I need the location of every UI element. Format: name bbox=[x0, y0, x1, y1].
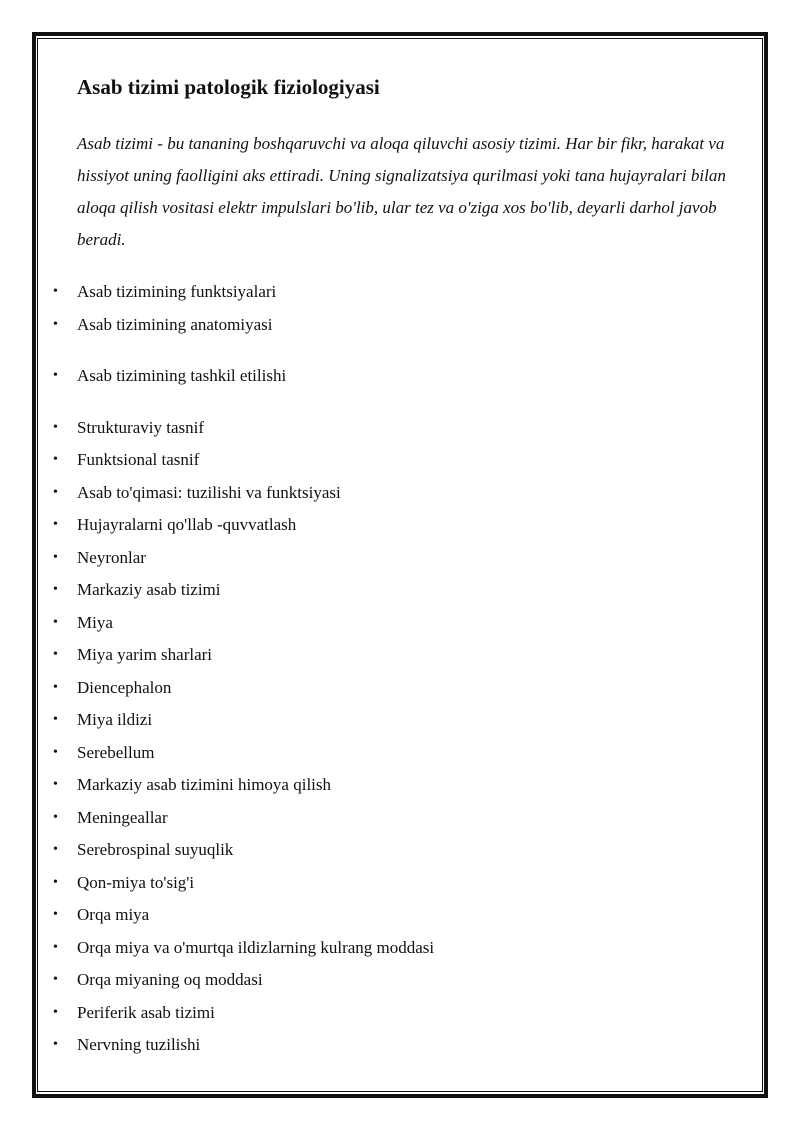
bullet-icon: • bbox=[53, 939, 58, 955]
bullet-icon: • bbox=[53, 316, 58, 332]
list-item: • Asab tizimining funktsiyalari bbox=[0, 276, 760, 309]
list-item: • Orqa miya bbox=[0, 899, 760, 932]
document-title: Asab tizimi patologik fiziologiyasi bbox=[77, 75, 380, 99]
bullet-icon: • bbox=[53, 842, 58, 857]
list-item: • Miya ildizi bbox=[0, 704, 760, 737]
list-item: • Qon-miya to'sig'i bbox=[0, 867, 760, 900]
bullet-icon: • bbox=[53, 712, 58, 727]
bullet-icon: • bbox=[53, 452, 58, 467]
list-item: • Serebrospinal suyuqlik bbox=[0, 834, 760, 867]
list-item: • Serebellum bbox=[0, 737, 760, 770]
intro-paragraph: Asab tizimi - bu tananing boshqaruvchi va aloqa qiluvchi asosiy tizimi. Har bir fikr, harakat va hissiyot uning faolligini aks ettiradi. Uning signalizatsiya qurilmasi yoki tana hujayralari bilan aloqa qilish vositasi elektr impulslari bo'lib, ular tez va o'ziga xos bo'lib, deyarli darhol javob beradi. bbox=[77, 134, 726, 249]
bullet-icon: • bbox=[53, 1037, 58, 1052]
list-item: • Orqa miya va o'murtqa ildizlarning kulrang moddasi bbox=[0, 932, 760, 965]
bullet-icon: • bbox=[53, 368, 58, 383]
list-item: • Meningeallar bbox=[0, 802, 760, 835]
list-item: • Hujayralarni qo'llab -quvvatlash bbox=[0, 509, 760, 542]
list-item: • Neyronlar bbox=[0, 542, 760, 575]
bullet-icon: • bbox=[53, 484, 58, 500]
bullet-icon: • bbox=[53, 284, 58, 299]
bullet-icon: • bbox=[53, 419, 58, 435]
bullet-icon: • bbox=[53, 679, 58, 695]
list-item: • Orqa miyaning oq moddasi bbox=[0, 964, 760, 997]
bullet-icon: • bbox=[53, 972, 58, 987]
list-item: • Strukturaviy tasnif bbox=[0, 412, 760, 445]
list-item: • Miya yarim sharlari bbox=[0, 639, 760, 672]
bullet-icon: • bbox=[53, 874, 58, 890]
list-item: • Markaziy asab tizimi bbox=[0, 574, 760, 607]
bullet-icon: • bbox=[53, 777, 58, 792]
bullet-icon: • bbox=[53, 517, 58, 532]
bullet-icon: • bbox=[53, 549, 58, 565]
list-item: • Asab tizimining anatomiyasi bbox=[0, 309, 760, 342]
list-item: • Periferik asab tizimi bbox=[0, 997, 760, 1030]
list-item: • Asab to'qimasi: tuzilishi va funktsiyasi bbox=[0, 477, 760, 510]
list-item: • Funktsional tasnif bbox=[0, 444, 760, 477]
bullet-icon: • bbox=[53, 582, 58, 597]
bullet-icon: • bbox=[53, 744, 58, 760]
list-item: • Nervning tuzilishi bbox=[0, 1029, 760, 1062]
bullet-icon: • bbox=[53, 907, 58, 922]
bullet-icon: • bbox=[53, 809, 58, 825]
topic-list bbox=[0, 276, 760, 1062]
list-item: • Miya bbox=[0, 607, 760, 640]
list-item: • Markaziy asab tizimini himoya qilish bbox=[0, 769, 760, 802]
bullet-icon: • bbox=[53, 614, 58, 630]
bullet-icon: • bbox=[53, 647, 58, 662]
bullet-icon: • bbox=[53, 1004, 58, 1020]
list-item: • Diencephalon bbox=[0, 672, 760, 705]
list-item: • Asab tizimining tashkil etilishi bbox=[0, 360, 760, 393]
